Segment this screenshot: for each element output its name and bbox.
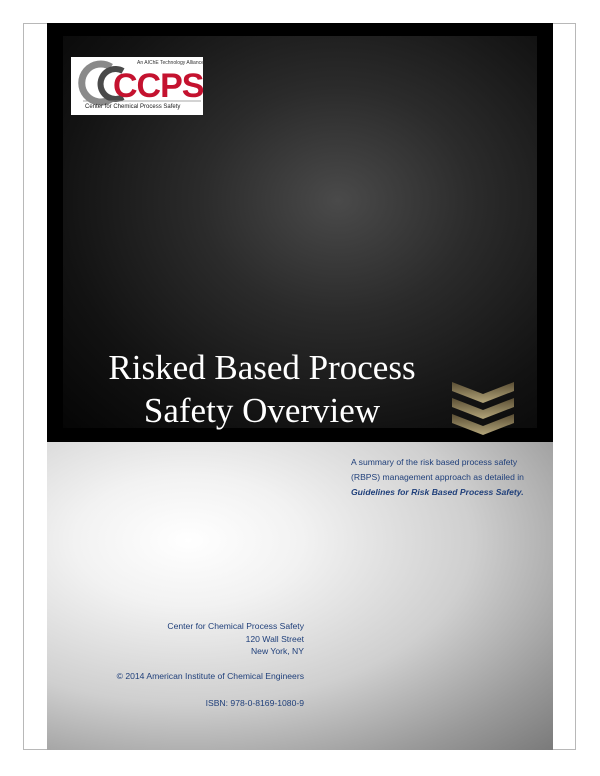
cover-page <box>47 23 553 750</box>
summary-text-body: A summary of the risk based process safety (RBPS) management approach as detailed in <box>351 457 524 482</box>
summary-text <box>351 455 541 500</box>
title-line-2: Safety Overview <box>143 391 381 430</box>
copyright-notice: © 2014 American Institute of Chemical Engineers <box>116 671 304 681</box>
publisher-city: New York, NY <box>250 646 304 656</box>
document-title <box>57 346 467 432</box>
publisher-address <box>107 620 304 658</box>
summary-book-title: Guidelines for Risk Based Process Safety. <box>351 487 524 497</box>
chevron-down-icon <box>452 382 514 440</box>
publisher-name: Center for Chemical Process Safety <box>167 621 304 631</box>
cover-top-black-band <box>47 23 553 442</box>
publisher-street: 120 Wall Street <box>245 633 304 644</box>
ccps-logo <box>71 57 203 115</box>
logo-letters: CCPS <box>113 67 204 105</box>
logo-tagline: An AIChE Technology Alliance <box>137 60 204 66</box>
isbn-number: ISBN: 978-0-8169-1080-9 <box>205 698 304 708</box>
title-line-1: Risked Based Process <box>108 348 416 387</box>
logo-org-name: Center for Chemical Process Safety <box>85 104 181 110</box>
